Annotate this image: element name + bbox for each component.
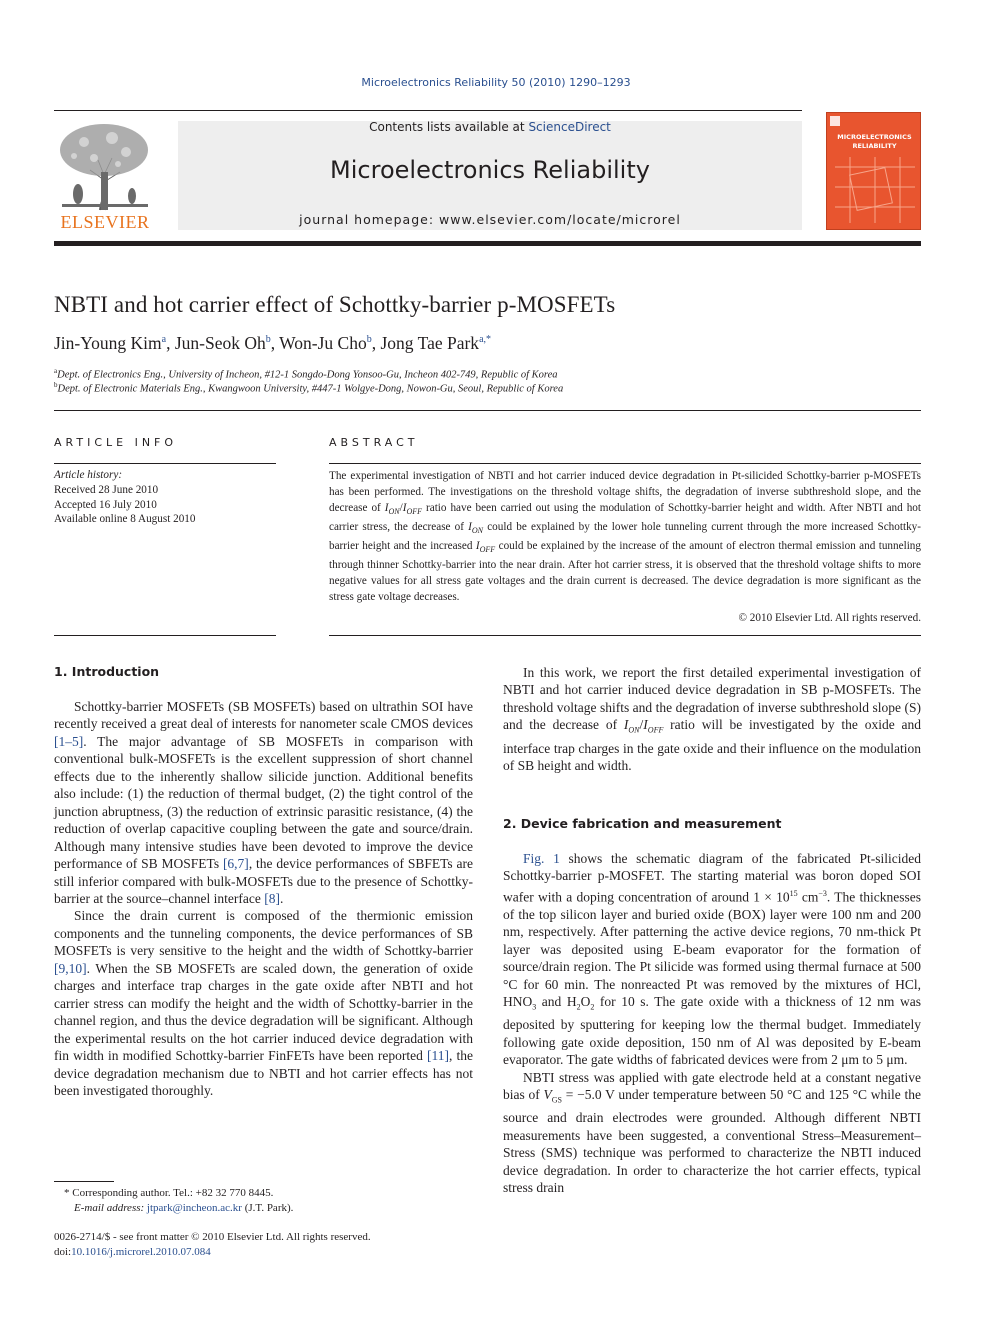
citation-link[interactable]: [8] (264, 890, 281, 906)
accepted-date: Accepted 16 July 2010 (54, 498, 157, 511)
section-heading-introduction: 1. Introduction (54, 664, 160, 679)
citation-link[interactable]: [9,10] (54, 960, 87, 976)
email-suffix: (J.T. Park). (244, 1202, 294, 1214)
article-history (54, 468, 195, 527)
abstract-copyright: © 2010 Elsevier Ltd. All rights reserved. (738, 612, 921, 624)
journal-homepage[interactable]: journal homepage: www.elsevier.com/locate/microrel (299, 212, 681, 227)
email-line (64, 1201, 293, 1216)
paragraph: In this work, we report the first detailed experimental investigation of NBTI and hot carrier induced device degradation in SB p-MOSFETs. The threshold voltage shifts and the degradation of inverse subthreshold slope (S) and the decrease of $I_{ON}/I_{OFF}$ ratio will be investigated by the oxide and interface trap charges in the gate oxide and their influence on the modulation of SB height and width. (503, 665, 921, 773)
affiliation-mark: b (54, 381, 58, 389)
article-info-bottom-rule (54, 635, 276, 636)
journal-title: Microelectronics Reliability (330, 156, 650, 184)
journal-cover-thumbnail[interactable] (826, 112, 921, 230)
affiliation-text: Dept. of Electronics Eng., University of Incheon, #12-1 Songdo-Dong Yonsoo-Gu, Incheon 402-749, Republic of Korea (57, 369, 558, 381)
abstract-bottom-rule (329, 635, 921, 636)
author-affiliation-mark[interactable]: a,* (479, 334, 492, 346)
email-label: E-mail address: (74, 1202, 145, 1214)
issn-line: 0026-2714/$ - see front matter © 2010 Elsevier Ltd. All rights reserved. (54, 1231, 371, 1243)
section-heading-device-fabrication: 2. Device fabrication and measurement (503, 816, 782, 831)
publisher-name: ELSEVIER (60, 212, 150, 232)
cover-logo-icon (830, 116, 840, 126)
author-name: Jun-Seok Oh (174, 333, 266, 353)
abstract-heading: ABSTRACT (329, 436, 419, 449)
cover-title-line2: RELIABILITY (852, 142, 897, 150)
history-label: Article history: (54, 469, 123, 481)
front-matter (54, 1230, 371, 1260)
abstract-rule (329, 463, 921, 464)
figure-link[interactable]: Fig. 1 (523, 851, 560, 866)
journal-reference[interactable]: Microelectronics Reliability 50 (2010) 1290–1293 (361, 76, 631, 89)
corresponding-author: * Corresponding author. Tel.: +82 32 770 8445. (64, 1187, 274, 1199)
author-list: Jin-Young Kim$^a$, Jun-Seok Oh$^b$, Won-Ju Cho$^b$, Jong Tae Park$^{a,*}$ (54, 333, 492, 353)
online-date: Available online 8 August 2010 (54, 513, 196, 526)
article-info-rule (54, 463, 276, 464)
author-name: Jong Tae Park (380, 333, 480, 353)
paragraph: Fig. 1 shows the schematic diagram of the fabricated Pt-silicided Schottky-barrier p-MOSFET. The starting material was boron doped SOI wafer with a doping concentration of around $1 \times 10^{15}$ $cm^{-3}$. The thicknesses of the top silicon layer and buried oxide (BOX) layer were 100 nm and 200 nm, respectively. After patterning the active device regions, 70 nm-thick Pt layer was deposited using E-beam evaporator for the formation of source/drain region. The Pt silicide was formed using thermal furnace at 500 °C for 60 min. The nonreacted Pt was removed by the mixtures of HCl, $HNO_3$ and $H_2O_2$ for 10 s. The gate oxide with a thickness of 12 nm was deposited by sputtering for keeping low the thermal budget. Immediately following gate oxide deposition, 150 nm of Al was deposited by E-beam evaporator. The gate widths of fabricated devices were from 2 μm to 5 μm. (503, 851, 922, 1068)
introduction-continued (503, 664, 921, 774)
article-title: NBTI and hot carrier effect of Schottky-barrier p-MOSFETs (54, 292, 616, 317)
doi-line (54, 1245, 371, 1260)
received-date: Received 28 June 2010 (54, 483, 159, 496)
footnote (64, 1186, 293, 1216)
doi-prefix: doi: (54, 1246, 72, 1258)
device-fabrication-body (503, 850, 921, 1196)
article-info-heading: ARTICLE INFO (54, 436, 178, 449)
contents-prefix: Contents lists available at (369, 120, 529, 134)
affiliation-rule (54, 410, 921, 411)
paragraph: Schottky-barrier MOSFETs (SB MOSFETs) based on ultrathin SOI have recently received a great deal of interests for nanometer scale CMOS devices [1–5]. The major advantage of SB MOSFETs in comparison with conventional bulk-MOSFETs is the excellent suppression of short channel effects due to the inherently shallow silicide junction. Additional benefits also include: (1) the reduction of thermal budget, (2) the tight control of the junction abruptness, (3) the reduction of extrinsic parasitic resistance, (4) the reduction of overlap capacitive coupling between the gate and source/drain. Although many intensive studies have been devoted to improve the device performance of SB MOSFETs [6,7], the device performances of SBFETs are still inferior compared with bulk-MOSFETs due to the presence of Schottky-barrier at the source–channel interface [8]. (54, 699, 473, 906)
author-affiliation-mark[interactable]: a (161, 334, 167, 346)
affiliation-mark: a (54, 367, 58, 375)
citation-link[interactable]: [11] (426, 1048, 449, 1064)
citation-link[interactable]: [1–5] (54, 733, 84, 749)
citation-link[interactable]: [6,7] (222, 856, 249, 872)
author-affiliation-mark[interactable]: b (366, 334, 372, 346)
contents-line (178, 120, 802, 134)
author-affiliation-mark[interactable]: b (265, 334, 271, 346)
author-name: Jin-Young Kim (54, 333, 162, 353)
doi-link[interactable]: 10.1016/j.microrel.2010.07.084 (71, 1246, 211, 1258)
header-top-rule (54, 110, 802, 111)
cover-title (827, 133, 922, 151)
elsevier-tree-logo (54, 120, 156, 212)
affiliation-text: Dept. of Electronic Materials Eng., Kwangwoon University, #447-1 Wolgye-Dong, Nowon-Gu, Seoul, Republic of Korea (57, 383, 564, 395)
footnote-rule (54, 1181, 114, 1182)
cover-title-line1: MICROELECTRONICS (837, 133, 912, 141)
introduction-body (54, 698, 473, 1099)
abstract-text: The experimental investigation of NBTI and hot carrier induced device degradation in Pt-silicided Schottky-barrier p-MOSFETs has been performed. The investigations on the threshold voltage shifts, the degradation of inverse subthreshold slope, and the decrease of $I_{ON}/I_{OFF}$ ratio have been carried out using the modulation of Schottky-barrier height and width. After NBTI and hot carrier stress, the decrease of $I_{ON}$ could be explained by the lower hole tunneling current through the more increased Schottky-barrier height and the increased $I_{OFF}$ could be explained by the increase of the amount of electron thermal emission and tunneling through thinner Schottky-barrier into the near drain. After hot carrier stress, it is observed that the threshold voltage shifts to more negative values for all stress gate voltages and the drain current is decreased. The device degradation is more significant as the stress gate voltage decreases. (329, 470, 921, 604)
cover-chip-graphic (835, 157, 915, 223)
affiliation-a (54, 367, 558, 381)
author-name: Won-Ju Cho (279, 333, 367, 353)
email-link[interactable]: jtpark@incheon.ac.kr (146, 1202, 242, 1214)
affiliation-b (54, 381, 563, 395)
sciencedirect-link[interactable]: ScienceDirect (528, 120, 611, 134)
paragraph: NBTI stress was applied with gate electrode held at a constant negative bias of $V_{GS} = -5.0$ V under temperature between 50 °C and 125 °C while the source and drain electrodes were grounded. Although different NBTI measurements have been suggested, a conventional Stress–Measurement–Stress (SMS) technique was performed to characterize the NBTI induced device degradation. In order to characterize the hot carrier effects, typical stress drain (503, 1069, 921, 1196)
paragraph: Since the drain current is composed of the thermionic emission components and the tunneling components, the device performances of SB MOSFETs is very sensitive to the height and the width of Schottky-barrier [9,10]. When the SB MOSFETs are scaled down, the generation of oxide charges and interface trap charges in the gate oxide after NBTI and hot carrier stress can modify the height and the width of Schottky-barrier in the channel region, and thus the device degradation will be significant. Although the experimental results on the hot carrier induced device degradation with fin width in modified Schottky-barrier FinFETs have been reported [11], the device degradation mechanism due to NBTI and hot carrier effects has not been investigated thoroughly. (54, 908, 473, 1098)
header-thick-rule (54, 241, 921, 246)
